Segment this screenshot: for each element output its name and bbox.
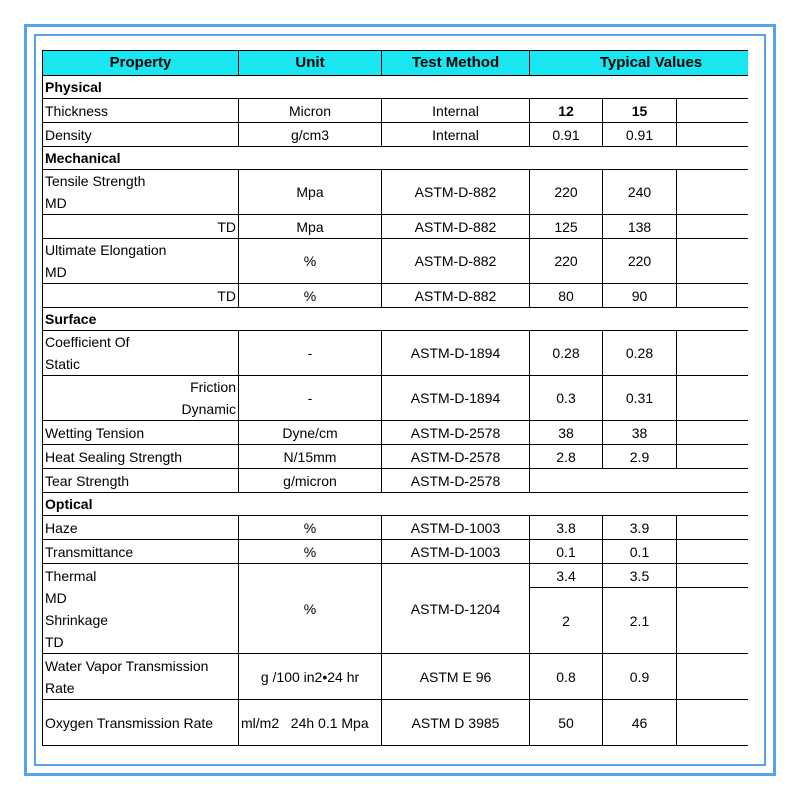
value-cell: 0.1 [530,540,603,564]
empty-cell [677,564,749,588]
empty-cell [677,700,749,746]
property-cell: Thickness [43,99,239,123]
section-physical: Physical [43,76,749,99]
value-cell: 0.91 [603,123,677,147]
value-cell: 138 [603,215,677,239]
method-cell: ASTM-D-1894 [382,331,530,376]
section-optical: Optical [43,493,749,516]
value-cell: 3.9 [603,516,677,540]
empty-cell [677,421,749,445]
empty-cell [677,516,749,540]
unit-cell: N/15mm [239,445,382,469]
value-cell: 240 [603,170,677,215]
section-surface: Surface [43,308,749,331]
method-cell: ASTM-D-2578 [382,469,530,493]
value-cell: 3.4 [530,564,603,588]
table-row [43,469,749,493]
method-cell: Internal [382,99,530,123]
value-cell: 0.8 [530,654,603,700]
value-cell: 2 [530,588,603,654]
property-cell: Wetting Tension [43,421,239,445]
value-cell: 0.28 [530,331,603,376]
empty-cell [677,99,749,123]
property-cell: Oxygen Transmission Rate [43,700,239,746]
table-row [43,700,749,746]
unit-cell: Micron [239,99,382,123]
value-cell: 38 [530,421,603,445]
table-row [43,284,749,308]
property-line: TD [45,633,64,650]
header-typical-values: Typical Values [530,51,749,76]
property-line: MD [45,589,67,606]
value-cell: 0.9 [603,654,677,700]
property-line: Water Vapor Transmission [45,657,209,674]
unit-cell: ml/m2 24h 0.1 Mpa [239,700,382,746]
empty-cell [677,588,749,654]
value-cell: 50 [530,700,603,746]
table-row [43,123,749,147]
property-cell [43,239,239,284]
property-line: Shrinkage [45,611,109,628]
value-cell: 0.1 [603,540,677,564]
value-cell: 12 [530,99,603,123]
value-cell: 0.3 [530,376,603,421]
method-cell: ASTM-D-2578 [382,445,530,469]
table-row [43,564,749,588]
method-cell: ASTM-D-1003 [382,516,530,540]
property-cell [43,331,239,376]
method-cell: ASTM-D-2578 [382,421,530,445]
value-cell: 80 [530,284,603,308]
section-row [43,308,749,331]
value-cell: 2.8 [530,445,603,469]
property-line: Friction [190,379,236,395]
property-cell: Transmittance [43,540,239,564]
section-row [43,493,749,516]
value-cell: 3.8 [530,516,603,540]
value-cell: 0.28 [603,331,677,376]
method-cell: ASTM-D-1894 [382,376,530,421]
unit-cell: Dyne/cm [239,421,382,445]
unit-cell: - [239,376,382,421]
unit-cell: % [239,284,382,308]
property-cell [43,376,239,421]
property-cell: TD [43,215,239,239]
value-cell: 0.91 [530,123,603,147]
property-cell: Heat Sealing Strength [43,445,239,469]
section-row [43,76,749,99]
empty-cell [677,445,749,469]
property-line: Dynamic [181,401,236,417]
value-cell: 2.1 [603,588,677,654]
unit-cell: g /100 in2•24 hr [239,654,382,700]
spec-table [42,50,748,746]
section-row [43,147,749,170]
property-cell [43,170,239,215]
unit-cell: % [239,540,382,564]
property-line: Rate [45,679,75,696]
value-cell: 38 [603,421,677,445]
empty-cell [677,540,749,564]
header-test-method: Test Method [382,51,530,76]
header-unit: Unit [239,51,382,76]
value-cell: 125 [530,215,603,239]
unit-cell: % [239,564,382,654]
unit-cell: - [239,331,382,376]
table-row [43,445,749,469]
property-line: MD [45,264,67,280]
value-cell: 220 [530,170,603,215]
table-row [43,215,749,239]
empty-cell [677,284,749,308]
value-cell: 220 [530,239,603,284]
empty-cell [677,239,749,284]
method-cell: ASTM-D-1204 [382,564,530,654]
empty-cell [677,215,749,239]
value-cell: 90 [603,284,677,308]
table-row [43,540,749,564]
property-cell [43,564,239,654]
property-cell: Haze [43,516,239,540]
value-cell: 46 [603,700,677,746]
unit-cell: g/cm3 [239,123,382,147]
section-mechanical: Mechanical [43,147,749,170]
value-cell: 3.5 [603,564,677,588]
method-cell: ASTM-D-882 [382,215,530,239]
value-cell: 0.31 [603,376,677,421]
method-cell: ASTM-D-882 [382,284,530,308]
property-line: Coefficient Of [45,334,130,350]
unit-cell: g/micron [239,469,382,493]
spec-sheet [42,50,748,747]
value-cell: 2.9 [603,445,677,469]
property-cell: Tear Strength [43,469,239,493]
unit-cell: Mpa [239,170,382,215]
table-header-row [43,51,749,76]
property-line: Static [45,356,81,372]
unit-cell: % [239,239,382,284]
property-cell: Density [43,123,239,147]
table-row [43,376,749,421]
value-cell: 220 [603,239,677,284]
method-cell: Internal [382,123,530,147]
property-cell: TD [43,284,239,308]
method-cell: ASTM E 96 [382,654,530,700]
method-cell: ASTM-D-882 [382,170,530,215]
property-line: Thermal [45,567,97,584]
method-cell: ASTM-D-1003 [382,540,530,564]
empty-cell [677,170,749,215]
table-row [43,654,749,700]
property-line: Ultimate Elongation [45,242,167,258]
table-row [43,331,749,376]
table-row [43,99,749,123]
table-row [43,239,749,284]
unit-cell: Mpa [239,215,382,239]
method-cell: ASTM D 3985 [382,700,530,746]
unit-cell: % [239,516,382,540]
table-row [43,170,749,215]
value-cell: 15 [603,99,677,123]
property-line: MD [45,195,67,211]
table-row [43,516,749,540]
property-cell [43,654,239,700]
table-row [43,421,749,445]
empty-value-cell [530,469,749,493]
method-cell: ASTM-D-882 [382,239,530,284]
empty-cell [677,123,749,147]
empty-cell [677,654,749,700]
header-property: Property [43,51,239,76]
property-line: Tensile Strength [45,173,146,189]
empty-cell [677,376,749,421]
empty-cell [677,331,749,376]
